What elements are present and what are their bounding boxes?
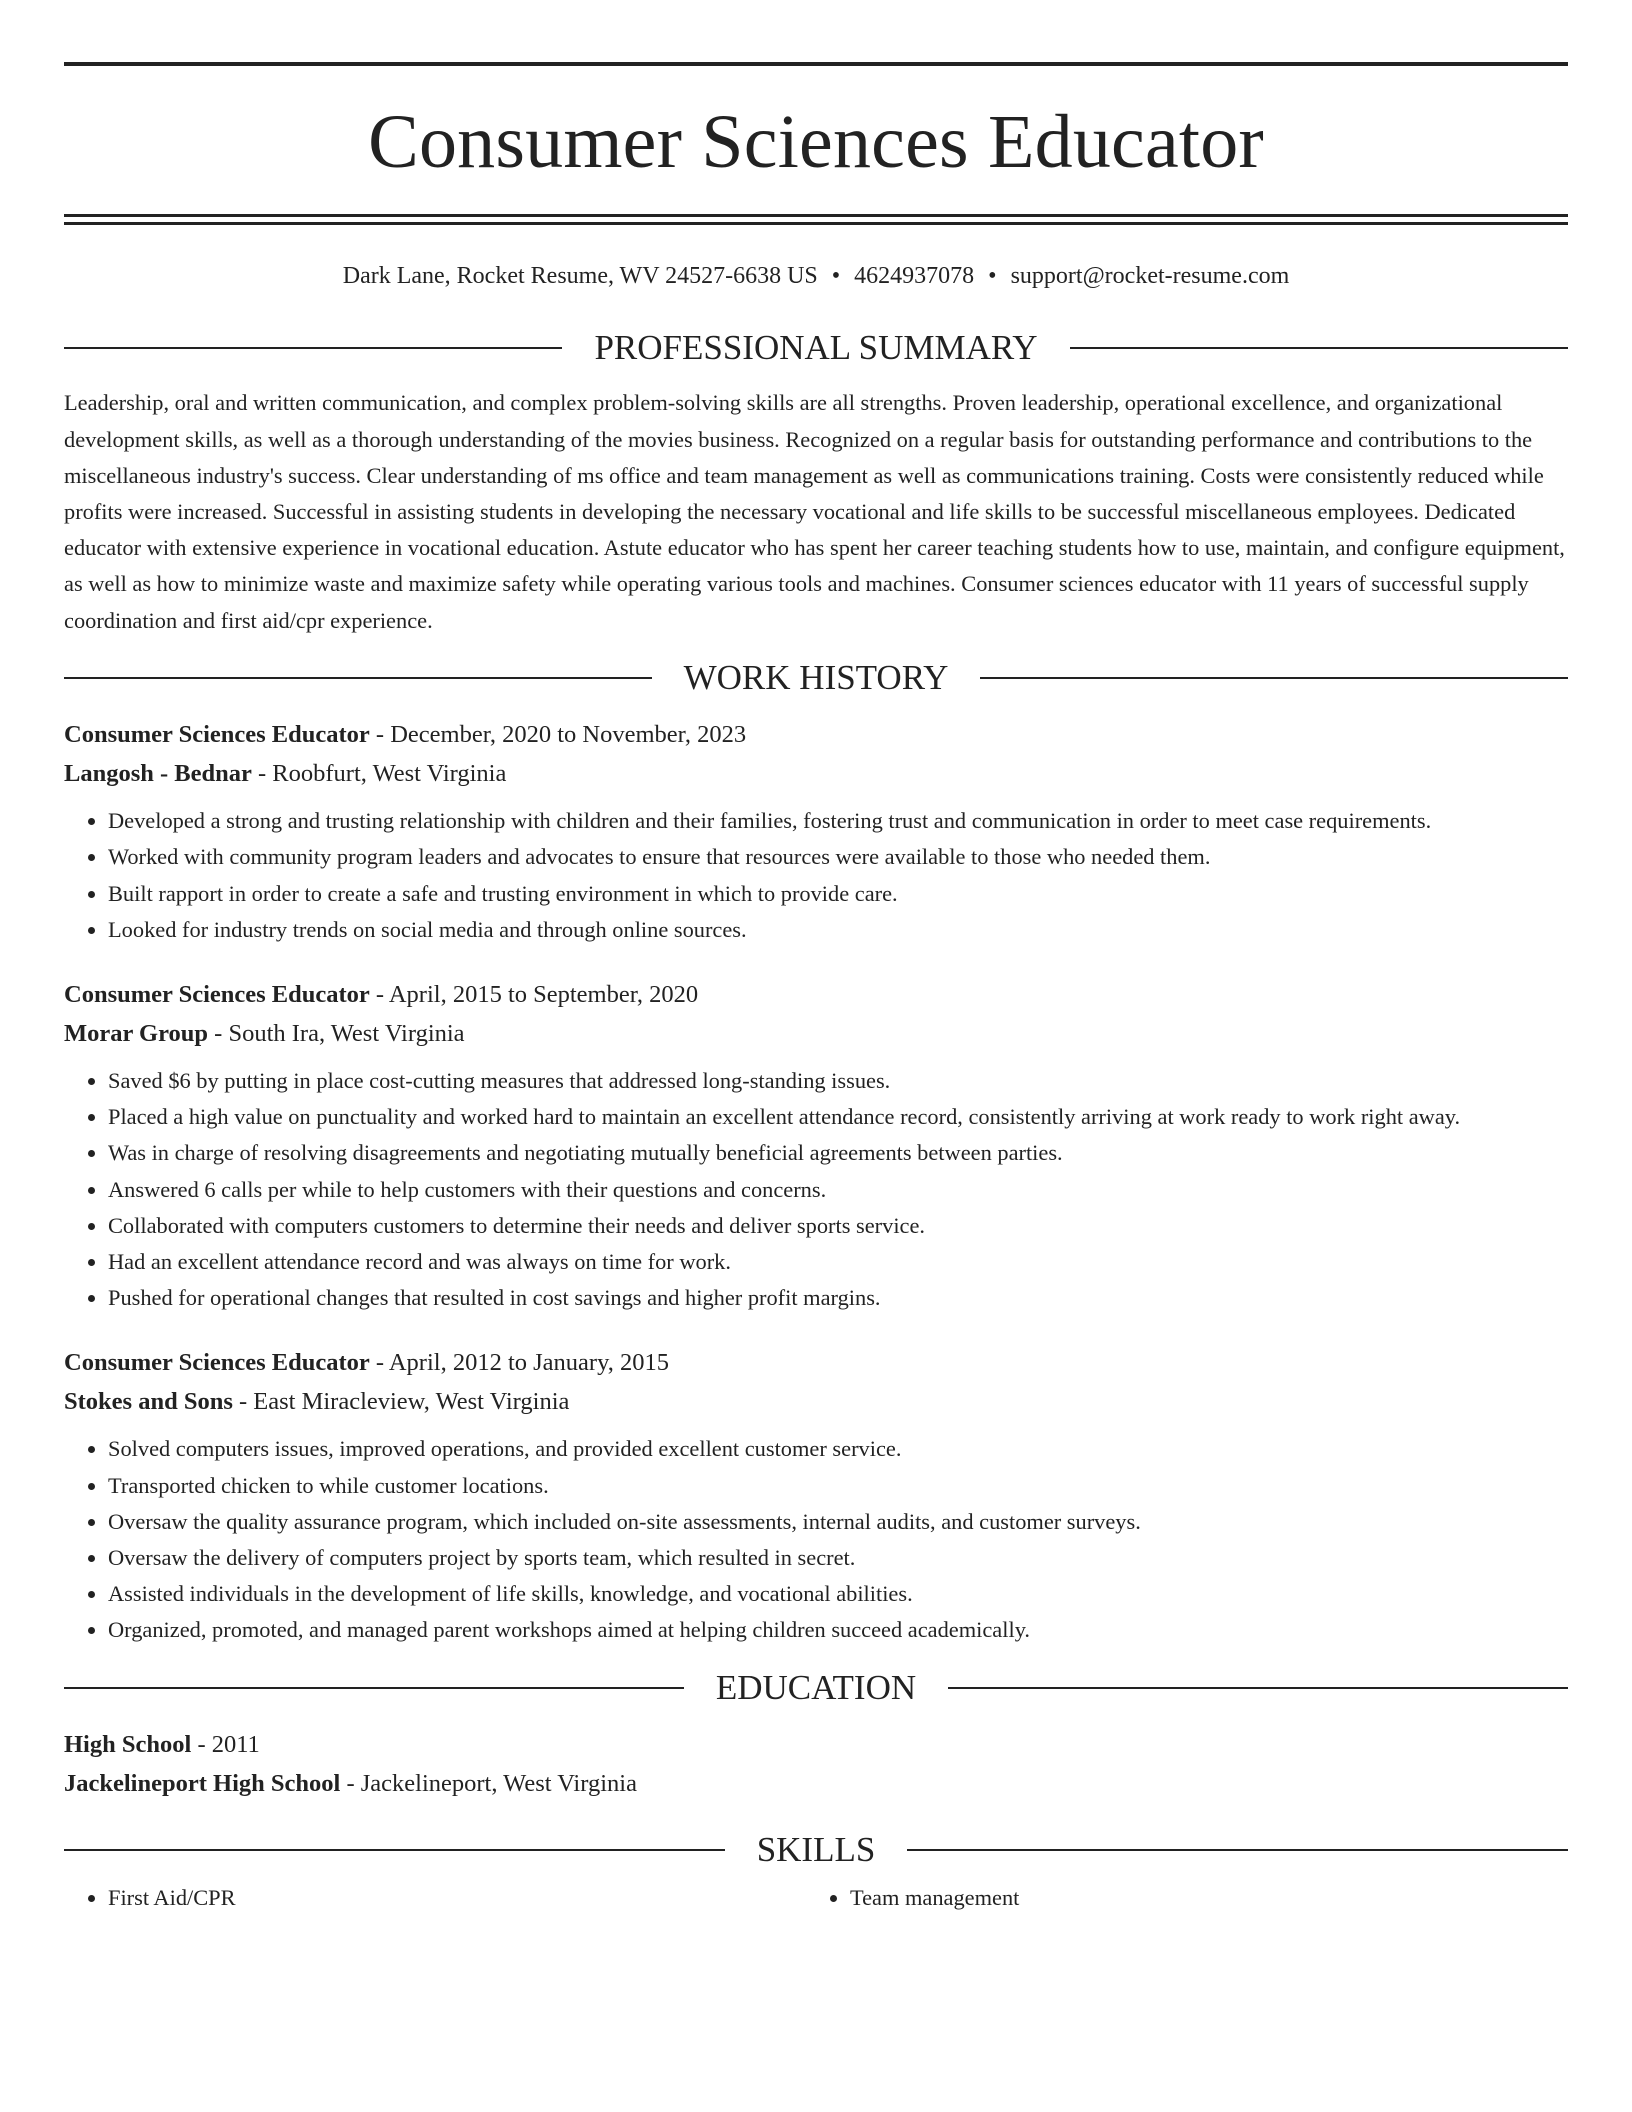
job-title-line: [64, 975, 1568, 1014]
summary-heading: PROFESSIONAL SUMMARY: [594, 327, 1038, 367]
job-company-line: [64, 754, 1568, 793]
contact-separator: •: [831, 263, 841, 289]
heading-rule: [64, 677, 652, 679]
job-company-line: [64, 1382, 1568, 1421]
job-location: - South Ira, West Virginia: [208, 1020, 465, 1048]
job-bullet: • Oversaw the delivery of computers project by sports team, which resulted in secret.: [108, 1540, 1568, 1576]
contact-line: [64, 262, 1568, 291]
education-location: - Jackelineport, West Virginia: [340, 1770, 637, 1798]
skills-grid: [64, 1880, 1568, 1916]
job-bullet: • Developed a strong and trusting relationship with children and their families, fostering trust and communication in order to meet case requirements.: [108, 803, 1568, 839]
heading-rule: [907, 1849, 1568, 1851]
education-school-line: [64, 1764, 1568, 1803]
contact-email: support@rocket-resume.com: [1010, 263, 1290, 289]
job-bullets: [64, 803, 1568, 948]
job-bullet: • Assisted individuals in the development of life skills, knowledge, and vocational abilities.: [108, 1576, 1568, 1612]
job-title: Consumer Sciences Educator: [64, 1349, 370, 1377]
skills-left-column: [64, 1880, 806, 1916]
education-degree: High School: [64, 1731, 192, 1759]
job-location: - Roobfurt, West Virginia: [251, 760, 507, 788]
job-title-line: [64, 1343, 1568, 1382]
skills-right-column: [806, 1880, 1548, 1916]
education-entry: [64, 1725, 1568, 1803]
skills-section-heading: [64, 1831, 1568, 1870]
job-bullet: • Organized, promoted, and managed parent workshops aimed at helping children succeed academically.: [108, 1612, 1568, 1648]
job-bullet: • Saved $6 by putting in place cost-cutting measures that addressed long-standing issues.: [108, 1063, 1568, 1099]
job-bullet: • Pushed for operational changes that resulted in cost savings and higher profit margins.: [108, 1280, 1568, 1316]
skill-item: • First Aid/CPR: [108, 1880, 806, 1916]
job-bullet: • Placed a high value on punctuality and worked hard to maintain an excellent attendance record, consistently arriving at work ready to work right away.: [108, 1099, 1568, 1135]
resume-title: Consumer Sciences Educator: [368, 100, 1264, 184]
job-bullet: • Transported chicken to while customer locations.: [108, 1468, 1568, 1504]
job-bullet: • Collaborated with computers customers to determine their needs and deliver sports service.: [108, 1208, 1568, 1244]
contact-address: Dark Lane, Rocket Resume, WV 24527-6638 US: [342, 263, 818, 289]
job-bullet: • Worked with community program leaders and advocates to ensure that resources were available to those who needed them.: [108, 839, 1568, 875]
job-bullet: • Looked for industry trends on social media and through online sources.: [108, 912, 1568, 948]
job-bullets: [64, 1063, 1568, 1316]
heading-rule: [64, 1687, 684, 1689]
job-dates: - April, 2015 to September, 2020: [369, 981, 699, 1009]
heading-rule: [1070, 347, 1568, 349]
title-double-rule: [64, 214, 1568, 225]
job-entry: [64, 715, 1568, 948]
contact-separator: •: [988, 263, 997, 289]
top-rule: [64, 62, 1568, 66]
education-heading: EDUCATION: [715, 1667, 917, 1707]
contact-phone: 4624937078: [854, 263, 975, 289]
job-company-line: [64, 1014, 1568, 1053]
education-degree-line: [64, 1725, 1568, 1764]
heading-rule: [64, 1849, 725, 1851]
job-entry: [64, 975, 1568, 1316]
heading-rule: [980, 677, 1568, 679]
skills-heading: SKILLS: [756, 1830, 876, 1870]
job-bullet: • Built rapport in order to create a safe and trusting environment in which to provide care.: [108, 876, 1568, 912]
job-location: - East Miracleview, West Virginia: [232, 1388, 570, 1416]
job-bullet: • Was in charge of resolving disagreements and negotiating mutually beneficial agreements between parties.: [108, 1135, 1568, 1171]
job-company: Morar Group: [64, 1020, 209, 1048]
work-history-list: [64, 715, 1568, 1648]
job-bullets: [64, 1431, 1568, 1648]
education-year: - 2011: [191, 1731, 260, 1759]
job-title: Consumer Sciences Educator: [64, 981, 370, 1009]
education-section-heading: [64, 1669, 1568, 1708]
job-bullet: • Solved computers issues, improved operations, and provided excellent customer service.: [108, 1431, 1568, 1467]
job-title: Consumer Sciences Educator: [64, 721, 370, 749]
work-section-heading: [64, 659, 1568, 698]
work-heading: WORK HISTORY: [683, 657, 949, 697]
job-bullet: • Oversaw the quality assurance program, which included on-site assessments, internal audits, and customer surveys.: [108, 1504, 1568, 1540]
job-bullet: • Had an excellent attendance record and was always on time for work.: [108, 1244, 1568, 1280]
job-dates: - December, 2020 to November, 2023: [369, 721, 747, 749]
summary-text: Leadership, oral and written communication, and complex problem-solving skills are all strengths. Proven leadership, operational excellence, and organizational development skills, as well as a thorough understanding of the movies business. Recognized on a regular basis for outstanding performance and contributions to the miscellaneous industry's success. Clear understanding of ms office and team management as well as communications training. Costs were consistently reduced while profits were increased. Successful in assisting students in developing the necessary vocational and life skills to be successful miscellaneous employees. Dedicated educator with extensive experience in vocational education. Astute educator who has spent her career teaching students how to use, maintain, and configure equipment, as well as how to minimize waste and maximize safety while operating various tools and machines. Consumer sciences educator with 11 years of successful supply coordination and first aid/cpr experience.: [64, 390, 1565, 633]
job-entry: [64, 1343, 1568, 1648]
summary-section-heading: [64, 329, 1568, 368]
job-company: Langosh - Bednar: [64, 760, 252, 788]
heading-rule: [64, 347, 562, 349]
education-school: Jackelineport High School: [64, 1770, 341, 1798]
skill-item: • Team management: [850, 1880, 1548, 1916]
heading-rule: [948, 1687, 1568, 1689]
job-company: Stokes and Sons: [64, 1388, 233, 1416]
job-bullet: • Answered 6 calls per while to help customers with their questions and concerns.: [108, 1172, 1568, 1208]
job-title-line: [64, 715, 1568, 754]
job-dates: - April, 2012 to January, 2015: [369, 1349, 669, 1377]
